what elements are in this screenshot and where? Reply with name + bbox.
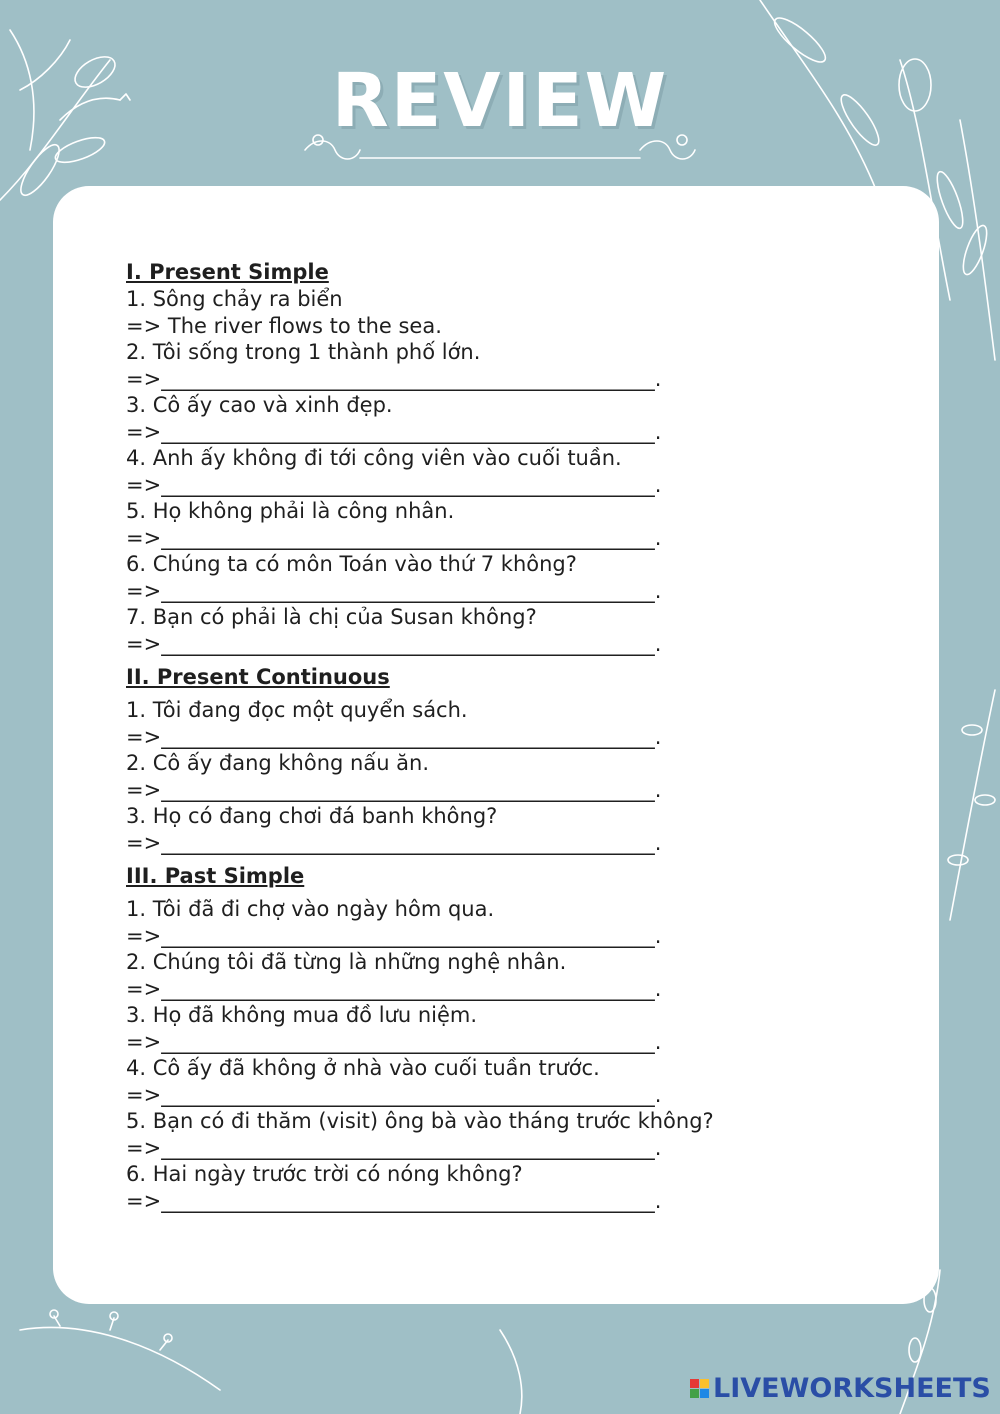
logo-cube-icon — [690, 1379, 709, 1398]
question-text: 3. Cô ấy cao và xinh đẹp. — [126, 393, 393, 417]
answer-blank[interactable]: =>_______________________________________________. — [126, 777, 662, 802]
answer-blank[interactable]: =>_______________________________________________. — [126, 472, 662, 497]
question-text: 1. Tôi đang đọc một quyển sách. — [126, 698, 468, 722]
section-heading: II. Present Continuous — [126, 665, 390, 689]
question-text: 3. Họ đã không mua đồ lưu niệm. — [126, 1003, 478, 1027]
answer-blank[interactable]: =>_______________________________________________. — [126, 1029, 662, 1054]
answer-blank[interactable]: =>_______________________________________________. — [126, 830, 662, 855]
answer-blank[interactable]: =>_______________________________________________. — [126, 631, 662, 656]
section-past-simple — [126, 862, 886, 1214]
answer-blank[interactable]: =>_______________________________________________. — [126, 724, 662, 749]
page-title: REVIEW — [331, 58, 669, 144]
example-answer: => The river flows to the sea. — [126, 313, 442, 338]
question-text: 6. Chúng ta có môn Toán vào thứ 7 không? — [126, 552, 577, 576]
answer-blank[interactable]: =>_______________________________________________. — [126, 366, 662, 391]
answer-blank[interactable]: =>_______________________________________________. — [126, 923, 662, 948]
question-text: 4. Anh ấy không đi tới công viên vào cuối tuần. — [126, 446, 622, 470]
answer-blank[interactable]: =>_______________________________________________. — [126, 578, 662, 603]
section-heading: I. Present Simple — [126, 260, 329, 284]
liveworksheets-logo[interactable] — [690, 1373, 991, 1404]
question-text: 1. Sông chảy ra biển — [126, 287, 343, 311]
section-present-continuous — [126, 663, 886, 856]
question-text: 2. Cô ấy đang không nấu ăn. — [126, 751, 430, 775]
answer-blank[interactable]: =>_______________________________________________. — [126, 1188, 662, 1213]
question-text: 7. Bạn có phải là chị của Susan không? — [126, 605, 537, 629]
answer-blank[interactable]: =>_______________________________________________. — [126, 525, 662, 550]
section-present-simple — [126, 258, 886, 657]
answer-blank[interactable]: =>_______________________________________________. — [126, 1135, 662, 1160]
question-text: 2. Tôi sống trong 1 thành phố lớn. — [126, 340, 481, 364]
answer-blank[interactable]: =>_______________________________________________. — [126, 1082, 662, 1107]
question-text: 3. Họ có đang chơi đá banh không? — [126, 804, 498, 828]
worksheet-content — [126, 258, 886, 1214]
question-text: 5. Họ không phải là công nhân. — [126, 499, 455, 523]
question-text: 4. Cô ấy đã không ở nhà vào cuối tuần trước. — [126, 1056, 600, 1080]
question-text: 2. Chúng tôi đã từng là những nghệ nhân. — [126, 950, 567, 974]
answer-blank[interactable]: =>_______________________________________________. — [126, 976, 662, 1001]
question-text: 5. Bạn có đi thăm (visit) ông bà vào tháng trước không? — [126, 1109, 714, 1133]
brand-name: LIVEWORKSHEETS — [713, 1373, 991, 1404]
question-text: 6. Hai ngày trước trời có nóng không? — [126, 1162, 523, 1186]
question-text: 1. Tôi đã đi chợ vào ngày hôm qua. — [126, 897, 495, 921]
answer-blank[interactable]: =>_______________________________________________. — [126, 419, 662, 444]
section-heading: III. Past Simple — [126, 864, 305, 888]
